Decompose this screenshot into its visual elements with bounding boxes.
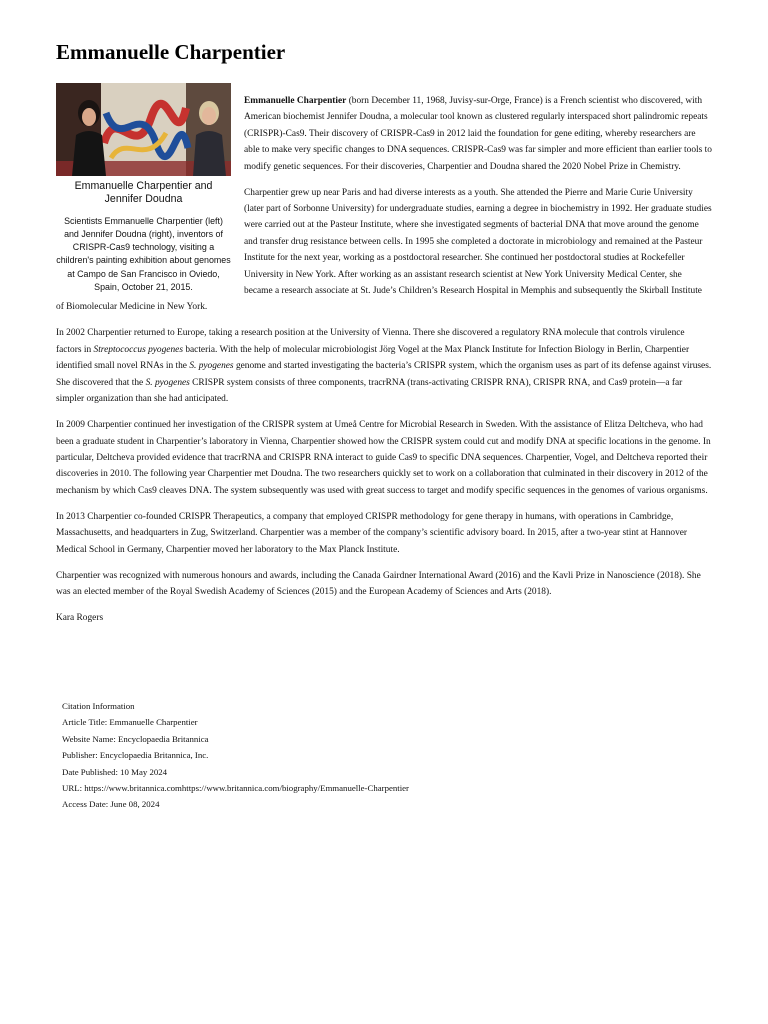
paragraph-1: Emmanuelle Charpentier (born December 11, 1968, Juvisy-sur-Orge, France) is a French scientist who discovered, with American biochemist Jennifer Doudna, a molecular tool known as clustered regularly interspaced short palindromic repeats (CRISPR)-Cas9. Their discovery of CRISPR-Cas9 in 2012 laid the foundation for gene editing, whereby researchers are able to make very specific changes to DNA sequences. CRISPR-Cas9 was far simpler and more efficient than earlier tools to modify genetic sequences. For their discoveries, Charpentier and Doudna shared the 2020 Nobel Prize in Chemistry. [244, 96, 712, 172]
paragraph-4: In 2009 Charpentier continued her investigation of the CRISPR system at Umeå Centre for Microbial Research in Sweden. With the assistance of Elitza Deltcheva, who had been a graduate student in Charpentier’s laboratory in Vienna, Charpentier showed how the CRISPR system could cut and modify DNA at specific locations in the genome. In particular, Deltcheva provided evidence that tracrRNA and CRISPR RNA interact to guide Cas9 to specific DNA sequences. Charpentier, Vogel, and Deltcheva reported their discoveries in 2010. The following year Charpentier met Doudna. The two researchers quickly set to work on a collaboration that culminated in their discovery in 2012 of the mechanism by which Cas9 cleaves DNA. The system subsequently was used with great success to target and modify specific sequences in the genomes of various organisms. [56, 420, 711, 496]
citation-date-published: Date Published: 10 May 2024 [62, 766, 168, 777]
figure-description: Scientists Emmanuelle Charpentier (left) and Jennifer Doudna (right), inventors of CRISPR-Cas9 technology, visiting a children's painting exhibition about genomes at Campo de San Francisco in Oviedo, Spain, October 21, 2015. [56, 215, 231, 292]
page-title: Emmanuelle Charpentier [56, 40, 286, 64]
citation-access-date: Access Date: June 08, 2024 [62, 799, 160, 810]
citation-block [62, 698, 409, 813]
citation-website-name: Website Name: Encyclopaedia Britannica [62, 733, 209, 744]
citation-article-title: Article Title: Emmanuelle Charpentier [62, 717, 198, 728]
citation-url: URL: https://www.britannica.comhttps://www.britannica.com/biography/Emmanuelle-Charpentier [62, 783, 409, 794]
citation-publisher: Publisher: Encyclopaedia Britannica, Inc. [62, 750, 209, 761]
paragraph-6: Charpentier was recognized with numerous honours and awards, including the Canada Gairdner International Award (2016) and the Kavli Prize in Nanoscience (2018). She was an elected member of the Royal Swedish Academy of Sciences (2015) and the European Academy of Sciences and Arts (2018). [56, 570, 701, 597]
author-name: Kara Rogers [56, 612, 104, 623]
figure-caption: Emmanuelle Charpentier and Jennifer Doudna [74, 180, 213, 206]
figure [56, 83, 231, 294]
paragraph-3: In 2002 Charpentier returned to Europe, taking a research position at the University of Vienna. There she discovered a regulatory RNA molecule that controls virulence factors in Streptococcus pyogenes bacteria. With the help of molecular microbiologist Jörg Vogel at the Max Planck Institute for Infection Biology in Berlin, Charpentier identified small novel RNAs in the S. pyogenes genome and started investigating the bacteria’s CRISPR system, which the organism uses as part of its defense against viruses. She discovered that the S. pyogenes CRISPR system consists of three components, tracrRNA (trans-activating CRISPR RNA), CRISPR RNA, and Cas9 protein—a far simpler organization than she had anticipated. [56, 328, 712, 405]
citation-heading: Citation Information [62, 701, 135, 711]
figure-photo [56, 83, 231, 176]
subject-name: Emmanuelle Charpentier [244, 96, 347, 106]
paragraph-5: In 2013 Charpentier co-founded CRISPR Therapeutics, a company that employed CRISPR methodology for gene therapy in humans, with operations in Cambridge, Massachusetts, and headquarters in Zug, Switzerland. Charpentier was a member of the company’s scientific advisory board. In 2015, after a two-year stint at Hannover Medical School in Germany, Charpentier moved her laboratory to the Max Planck Institute. [56, 511, 688, 555]
paragraph-2: Charpentier grew up near Paris and had diverse interests as a youth. She attended the Pierre and Marie Curie University (later part of Sorbonne University) for undergraduate studies, earning a degree in biochemistry in 1992. Her graduate studies were carried out at the Pasteur Institute, where she investigated segments of bacterial DNA that move around the genome and transfer drug resistance between cells. In 1995 she completed a doctorate in microbiology and remained at the Pasteur Institute for the next year, working as a postdoctoral researcher. She continued her postdoctoral studies at Rockefeller University in New York. After working as an assistant research scientist at New York University Medical Center, she became a research associate at St. Jude’s Children’s Research Hospital in Memphis and subsequently the Skirball Institute of Biomolecular Medicine in New York. [56, 187, 712, 313]
article-body [56, 83, 712, 636]
